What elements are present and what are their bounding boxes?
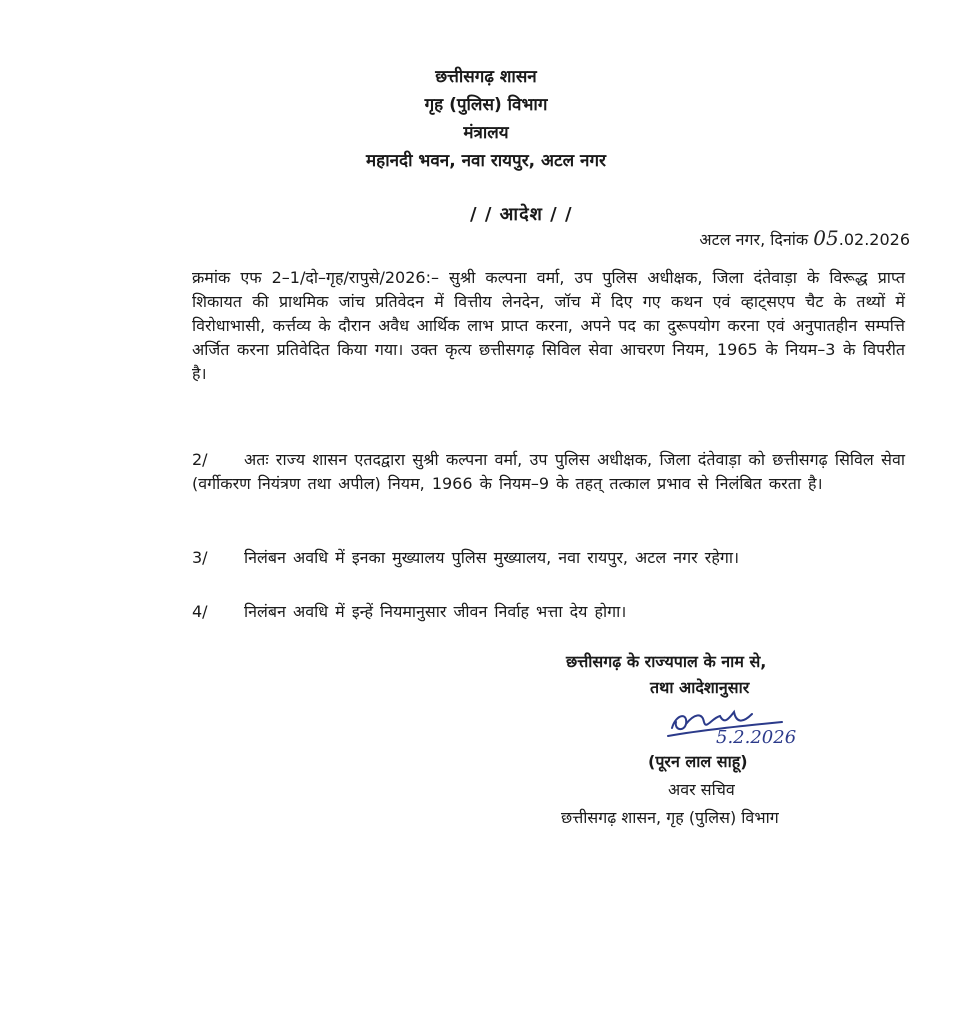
paragraph-4-text: निलंबन अवधि में इन्हें नियमानुसार जीवन निर्वाह भत्ता देय होगा। xyxy=(244,602,627,621)
header-department: गृह (पुलिस) विभाग xyxy=(424,95,548,115)
header-government: छत्तीसगढ़ शासन xyxy=(435,67,537,87)
paragraph-4-number: 4/ xyxy=(192,602,208,621)
header-ministry: मंत्रालय xyxy=(463,123,509,143)
paragraph-2-text: अतः राज्य शासन एतदद्वारा सुश्री कल्पना वर्मा, उप पुलिस अधीक्षक, जिला दंतेवाड़ा को छत्तीसगढ़ सिविल सेवा (वर्गीकरण नियंत्रण तथा अपील) नियम, 1966 के नियम–9 के तहत् तत्काल प्रभाव से निलंबित करता है। xyxy=(192,450,905,493)
paragraph-4 xyxy=(192,600,905,624)
signatory-department: छत्तीसगढ़ शासन, गृह (पुलिस) विभाग xyxy=(561,808,779,827)
paragraph-3 xyxy=(192,546,905,570)
header-address: महानदी भवन, नवा रायपुर, अटल नगर xyxy=(366,151,606,171)
signatory-name: (पूरन लाल साहू) xyxy=(648,752,748,771)
signatory-designation: अवर सचिव xyxy=(668,780,735,799)
paragraph-1: क्रमांक एफ 2–1/दो–गृह/रापुसे/2026:– सुश्री कल्पना वर्मा, उप पुलिस अधीक्षक, जिला दंतेवाड़ा के विरूद्ध प्राप्त शिकायत की प्राथमिक जांच प्रतिवेदन में वित्तीय लेनदेन, जॉच में दिए गए कथन एवं व्हाट्सएप चैट के तथ्यों में विरोधाभासी, कर्त्तव्य के दौरान अवैध आर्थिक लाभ प्राप्त करना, अपने पद का दुरूपयोग करना एवं अनुपातहीन सम्पत्ति अर्जित करना प्रतिवेदित किया गया। उक्त कृत्य छत्तीसगढ़ सिविल सेवा आचरण नियम, 1965 के नियम–3 के विपरीत है। xyxy=(192,268,905,383)
dateline-day-handwritten: 05 xyxy=(813,226,839,250)
dateline-month-year: .02.2026 xyxy=(838,230,910,249)
signature-date: 5.2.2026 xyxy=(716,727,797,748)
paragraph-2-number: 2/ xyxy=(192,450,208,469)
paragraph-3-number: 3/ xyxy=(192,548,208,567)
authority-line-2: तथा आदेशानुसार xyxy=(650,678,750,697)
authority-line-1: छत्तीसगढ़ के राज्यपाल के नाम से, xyxy=(566,652,767,671)
paragraph-3-text: निलंबन अवधि में इनका मुख्यालय पुलिस मुख्यालय, नवा रायपुर, अटल नगर रहेगा। xyxy=(244,548,740,567)
dateline-prefix: अटल नगर, दिनांक xyxy=(699,230,809,249)
order-dateline xyxy=(699,226,910,250)
paragraph-2 xyxy=(192,448,905,496)
order-title: / / आदेश / / xyxy=(470,204,573,225)
